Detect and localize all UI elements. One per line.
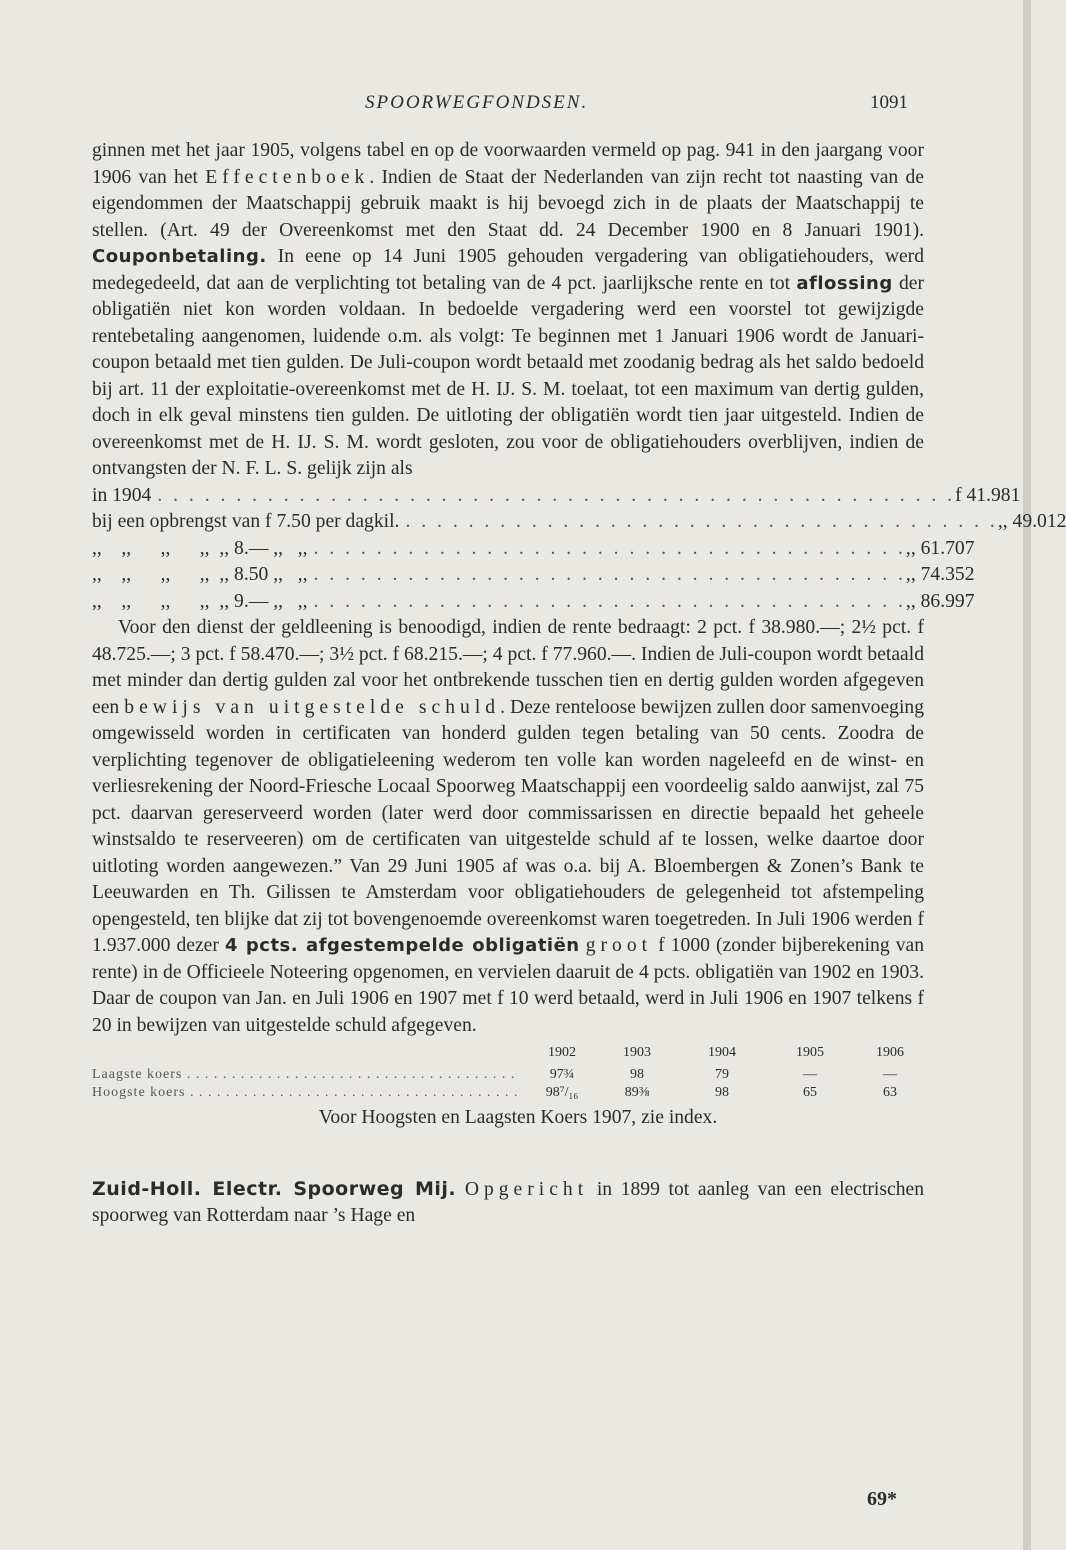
text-run: ginnen met het jaar 1905, volgens tabel en op de voorwaarden vermeld op pag. 941 in den jaargang voor 1906 van het bbox=[92, 140, 924, 188]
text-run: der obligatiën niet kon worden voldaan. In bedoelde vergadering werd een voorstel tot gewijzigde rentebetaling aangenomen, luidende o.m. als volgt: Te beginnen met 1 Januari 1906 wordt de Januari-coupon betaald met tien gulden. De Juli-coupon wordt betaald met zoodanig bedrag als het saldo bedoeld bij art. 11 der exploitatie-overeenkomst met de H. IJ. S. M. toelaat, tot een maximum van dertig gulden, doch in elk geval minstens tien gulden. De uitloting der obligatiën wordt tien jaar uitgesteld. Indien de overeenkomst met de H. IJ. S. M. wordt gesloten, zou voor de obligatiehouders overblijven, indien de ontvangsten der N. F. L. S. gelijk zijn als bbox=[92, 272, 925, 479]
running-title: SPOORWEGFONDSEN. bbox=[365, 92, 589, 113]
koers-cell: — bbox=[803, 1067, 817, 1082]
koers-cell: 98⁷/₁₆ bbox=[545, 1085, 579, 1100]
text-run: in 1899 tot aanleg van een electrischen spoorweg van Rotterdam naar ’s Hage en bbox=[92, 1178, 924, 1226]
calc-row-value: ,, 49.012 bbox=[997, 511, 1066, 532]
koers-label-text: Hoogste koers bbox=[92, 1085, 186, 1100]
paragraph-zuid-holland bbox=[92, 1176, 924, 1230]
year-header: 1902 bbox=[548, 1045, 576, 1060]
heading-afgestempelde-obligatien: 4 pcts. afgestempelde obligatiën bbox=[224, 935, 580, 956]
leader-dots: . . . . . . . . . . . . . . . . . . . . . . . . . . . . . . . . . . . . . . bbox=[313, 564, 906, 585]
koers-cell: 65 bbox=[803, 1085, 817, 1100]
calc-row-value: f 41.981 bbox=[955, 484, 1021, 506]
calc-row-label: ,, ,, ,, ,, ,, 8.50 ,, ,, bbox=[92, 564, 308, 585]
spaced-term-groot: groot bbox=[585, 935, 653, 956]
calc-row-label: ,, ,, ,, ,, ,, 8.— ,, ,, bbox=[92, 537, 308, 559]
koers-index-note: Voor Hoogsten en Laagsten Koers 1907, zie index. bbox=[318, 1107, 718, 1128]
signature-mark: 69* bbox=[867, 1488, 897, 1510]
section-spacer bbox=[92, 1132, 924, 1176]
koers-label-text: Laagste koers bbox=[92, 1067, 183, 1082]
page-body bbox=[92, 138, 1066, 1230]
calc-row-label: in 1904 bbox=[92, 484, 152, 506]
koers-row-laagste bbox=[92, 1067, 924, 1083]
text-run: Voor den dienst der geldleening is benoodigd, indien de rente bedraagt: 2 pct. f 38.980.—; 2½ pct. f 48.725.—; 3 pct. f 58.470.—; 3½ pct. f 68.215.—; 4 pct. f 77.960.—. Indien de Juli-coupon wordt betaald met minder dan dertig gulden zal voor het ontbrekende tusschen tien en dertig gulden worden afgegeven een bbox=[92, 617, 924, 718]
koers-header-row bbox=[92, 1045, 924, 1063]
leader-dots: . . . . . . . . . . . . . . . . . . . . . . . . . . . . . . . . . . . . . . bbox=[405, 511, 998, 532]
text-run: In eene op 14 Juni 1905 gehouden vergadering van obligatiehouders, werd medegedeeld, dat aan de verplichting tot betaling van de 4 pct. jaarlijksche rente en tot bbox=[92, 246, 924, 294]
calc-row-value: ,, 86.997 bbox=[905, 590, 975, 612]
calc-row bbox=[92, 509, 1066, 536]
koers-table bbox=[92, 1045, 924, 1105]
koers-cell: 97¾ bbox=[549, 1067, 575, 1082]
running-head bbox=[0, 92, 1031, 122]
koers-cell: 98 bbox=[630, 1067, 644, 1082]
heading-couponbetaling: Couponbetaling. bbox=[92, 246, 267, 267]
year-header: 1904 bbox=[708, 1045, 736, 1060]
leader-dots: . . . . . . . . . . . . . . . . . . . . . . . . . . . . . . . . . . . . . . . . . . . . . . . . . . . bbox=[157, 484, 956, 506]
koers-cell: — bbox=[883, 1067, 897, 1082]
page-edge bbox=[1023, 0, 1031, 1550]
calc-row-label: ,, ,, ,, ,, ,, 9.— ,, ,, bbox=[92, 590, 308, 612]
koers-row-label: Hoogste koers . . . . . . . . . . . . . . . . . . . . . . . . . . . . . . . . . . . . . bbox=[92, 1085, 519, 1100]
calc-row bbox=[92, 562, 975, 589]
text-run: . Indien de Staat der Nederlanden van zijn recht tot naasting van de eigendommen der Maatschappij gebruik maakt is hij bevoegd zich in de plaats der Maatschappij te stellen. (Art. 49 der Overeenkomst met den Staat dd. 24 December 1900 en 8 Januari 1901). bbox=[92, 166, 924, 241]
paragraph-couponbetaling bbox=[92, 138, 924, 483]
calc-row bbox=[92, 589, 975, 616]
calc-row-value: ,, 74.352 bbox=[905, 564, 975, 585]
year-header: 1906 bbox=[876, 1045, 904, 1060]
leader-dots: . . . . . . . . . . . . . . . . . . . . . . . . . . . . . . . . . . . . . . bbox=[313, 537, 906, 559]
calc-row-label: bij een opbrengst van f 7.50 per dagkil. bbox=[92, 511, 400, 532]
koers-row-label: Laagste koers . . . . . . . . . . . . . . . . . . . . . . . . . . . . . . . . . . . . . bbox=[92, 1067, 516, 1082]
heading-zuid-holl-electr-spoorweg: Zuid-Holl. Electr. Spoorweg Mij. bbox=[92, 1177, 457, 1200]
spaced-term-bewijs: bewijs van uitgestelde schuld bbox=[124, 696, 501, 718]
year-header: 1903 bbox=[623, 1045, 651, 1060]
koers-row-hoogste bbox=[92, 1085, 924, 1101]
year-header: 1905 bbox=[796, 1045, 824, 1060]
paragraph-geldleening bbox=[92, 615, 924, 1039]
page-number: 1091 bbox=[870, 92, 908, 113]
revenue-calculation-list bbox=[92, 483, 1066, 616]
calc-row bbox=[92, 536, 975, 563]
spaced-term-opgericht: Opgericht bbox=[464, 1178, 589, 1200]
spaced-term-effectenboek: Effectenboek bbox=[205, 166, 370, 188]
calc-row bbox=[92, 483, 1021, 510]
text-run: f 1000 (zonder bijberekening van rente) in de Officieele Noteering opgenomen, en vervielen daaruit de 4 pcts. obligatiën van 1902 en 1903. Daar de coupon van Jan. en Juli 1906 en 1907 met f 10 werd betaald, werd in Juli 1906 en 1907 telkens f 20 in bewijzen van uitgestelde schuld afgegeven. bbox=[92, 935, 924, 1036]
text-run: . Deze renteloose bewijzen zullen door samenvoeging omgewisseld worden in certificaten van honderd gulden tegen betaling van 50 cents. Zoodra de verplichting tegenover de obligatieleening wederom ten volle kan worden nageleefd en de winst- en verliesrekening der Noord-Friesche Locaal Spoorweg Maatschappij een voordeelig saldo aanwijst, zal 75 pct. daarvan gereserveerd worden (later werd door commissarissen en directie bepaald het geheele winstsaldo te reserveeren) om de certificaten van uitgestelde schuld af te lossen, welke daartoe door uitloting worden aangewezen.” Van 29 Juni 1905 af was o.a. bij A. Bloembergen & Zonen’s Bank te Leeuwarden en Th. Gilissen te Amsterdam voor obligatiehouders de gelegenheid tot afstempeling opengesteld, ten blijke dat zij tot bovengenoemde overeenkomst waren toegetreden. In Juli 1906 werden f 1.937.000 dezer bbox=[92, 696, 924, 956]
koers-cell: 79 bbox=[715, 1067, 729, 1082]
text-run bbox=[456, 1179, 465, 1200]
koers-cell: 63 bbox=[883, 1085, 897, 1100]
koers-cell: 98 bbox=[715, 1085, 729, 1100]
koers-cell: 89⅜ bbox=[624, 1085, 650, 1100]
leader-dots: . . . . . . . . . . . . . . . . . . . . . . . . . . . . . . . . . . . . . . bbox=[313, 590, 906, 612]
heading-aflossing: aflossing bbox=[796, 272, 893, 294]
calc-row-value: ,, 61.707 bbox=[905, 537, 975, 559]
